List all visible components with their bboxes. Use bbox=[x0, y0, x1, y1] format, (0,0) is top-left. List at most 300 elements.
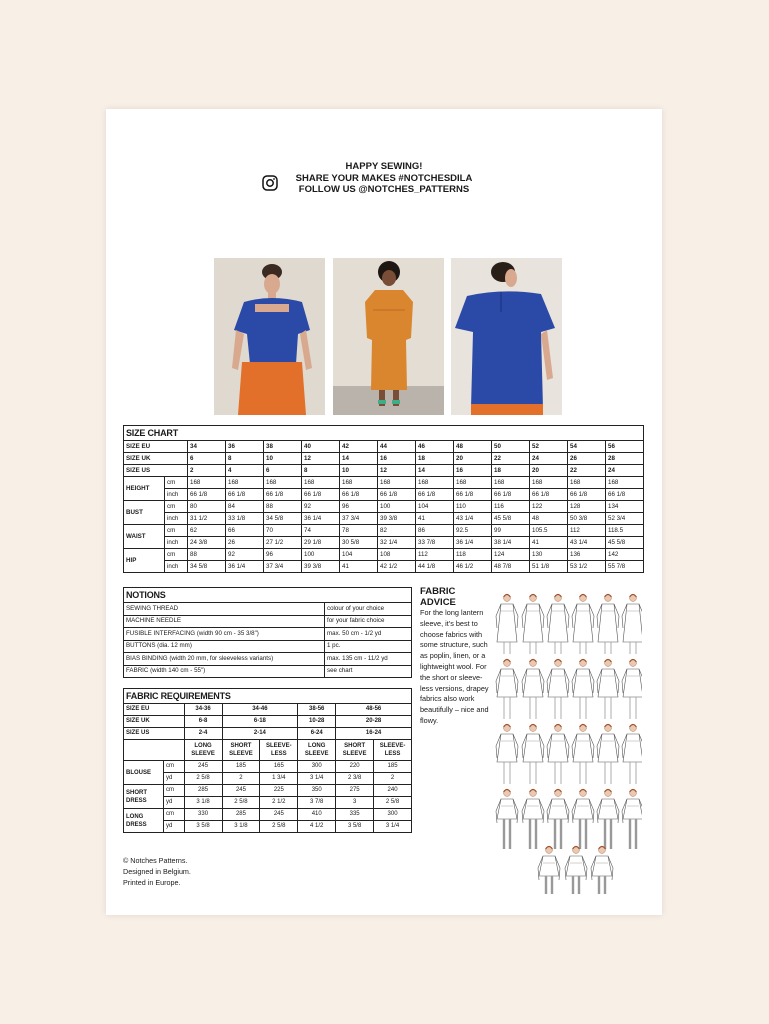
size-chart-unit: inch bbox=[165, 537, 188, 549]
size-chart-cell: 31 1/2 bbox=[188, 513, 226, 525]
garment-figure-illustration bbox=[565, 847, 587, 895]
fabric-size-row bbox=[124, 728, 412, 740]
fabric-size-range: 38-56 bbox=[298, 704, 336, 716]
fabric-cell: 3 1/8 bbox=[184, 797, 222, 809]
size-chart-cell: 16 bbox=[454, 465, 492, 477]
fabric-cell: 335 bbox=[336, 809, 374, 821]
fabric-header-blank bbox=[124, 740, 185, 761]
size-chart-cell: 37 3/4 bbox=[264, 561, 302, 573]
size-chart-cell: 6 bbox=[264, 465, 302, 477]
size-chart-row bbox=[124, 537, 644, 549]
size-chart-cell: 66 1/8 bbox=[226, 489, 264, 501]
header bbox=[106, 161, 662, 196]
size-chart-cell: 118.5 bbox=[606, 525, 644, 537]
size-chart-cell: 104 bbox=[340, 549, 378, 561]
size-chart-cell: 55 7/8 bbox=[606, 561, 644, 573]
fabric-size-range: 10-28 bbox=[298, 716, 336, 728]
garment-figure-illustration bbox=[547, 595, 569, 655]
fabric-cell: 2 bbox=[374, 773, 412, 785]
size-chart-cell: 27 1/2 bbox=[264, 537, 302, 549]
garment-figure-illustration bbox=[522, 790, 544, 850]
size-chart-cell: 52 3/4 bbox=[606, 513, 644, 525]
size-chart-row bbox=[124, 465, 644, 477]
fabric-cell: 2 5/8 bbox=[260, 821, 298, 833]
fabric-size-range: 34-36 bbox=[184, 704, 222, 716]
size-chart-cell: 6 bbox=[188, 453, 226, 465]
size-chart-cell: 26 bbox=[568, 453, 606, 465]
fabric-cell: 275 bbox=[336, 785, 374, 797]
size-chart-cell: 41 bbox=[416, 513, 454, 525]
garment-figure-illustration bbox=[496, 790, 518, 850]
size-chart-cell: 92 bbox=[226, 549, 264, 561]
fabric-cell: 4 1/2 bbox=[298, 821, 336, 833]
size-chart-row bbox=[124, 549, 644, 561]
size-chart-cell: 168 bbox=[454, 477, 492, 489]
size-chart-cell: 42 bbox=[340, 441, 378, 453]
garment-figure-illustration bbox=[597, 725, 619, 785]
garment-figure-illustration bbox=[547, 660, 569, 720]
size-chart-cell: 36 1/4 bbox=[454, 537, 492, 549]
fabric-cell: 1 3/4 bbox=[260, 773, 298, 785]
size-chart-cell: 99 bbox=[492, 525, 530, 537]
fabric-row-cm bbox=[124, 761, 412, 773]
fabric-size-range: 48-56 bbox=[336, 704, 412, 716]
size-chart-cell: 168 bbox=[264, 477, 302, 489]
fabric-cell: 220 bbox=[336, 761, 374, 773]
garment-figure-illustration bbox=[572, 595, 594, 655]
garment-figure-illustration bbox=[622, 660, 642, 720]
fabric-advice-title-1: FABRIC bbox=[420, 586, 456, 597]
fabric-column-header-row bbox=[124, 740, 412, 761]
fabric-row-yd bbox=[124, 797, 412, 809]
fabric-size-range: 6-8 bbox=[184, 716, 222, 728]
size-chart-cell: 74 bbox=[302, 525, 340, 537]
size-chart-row bbox=[124, 513, 644, 525]
fabric-cell: 2 5/8 bbox=[222, 797, 260, 809]
fabric-column-header: SLEEVE-LESS bbox=[260, 740, 298, 761]
size-chart-row-label: BUST bbox=[124, 501, 165, 525]
size-chart-title: SIZE CHART bbox=[124, 426, 644, 441]
size-chart-cell: 43 1/4 bbox=[454, 513, 492, 525]
size-chart-cell: 44 1/8 bbox=[416, 561, 454, 573]
size-chart-row bbox=[124, 561, 644, 573]
size-chart-cell: 105.5 bbox=[530, 525, 568, 537]
size-chart-cell: 92.5 bbox=[454, 525, 492, 537]
size-chart-cell: 33 1/8 bbox=[226, 513, 264, 525]
size-chart-cell: 52 bbox=[530, 441, 568, 453]
size-chart-cell: 108 bbox=[378, 549, 416, 561]
size-chart-cell: 20 bbox=[530, 465, 568, 477]
size-chart-cell: 66 1/8 bbox=[454, 489, 492, 501]
footer-designed-in: Designed in Belgium. bbox=[123, 867, 191, 876]
size-chart-cell: 66 1/8 bbox=[302, 489, 340, 501]
size-chart-cell: 53 1/2 bbox=[568, 561, 606, 573]
size-chart-cell: 42 1/2 bbox=[378, 561, 416, 573]
garment-figure-illustration bbox=[597, 595, 619, 655]
size-chart-cell: 50 3/8 bbox=[568, 513, 606, 525]
size-chart-row bbox=[124, 441, 644, 453]
size-chart-row-label: HIP bbox=[124, 549, 165, 573]
size-chart-cell: 70 bbox=[264, 525, 302, 537]
fabric-row-yd bbox=[124, 773, 412, 785]
fabric-unit-yd: yd bbox=[164, 821, 185, 833]
fabric-row-cm bbox=[124, 809, 412, 821]
notions-title: NOTIONS bbox=[124, 588, 412, 603]
size-chart-unit: cm bbox=[165, 549, 188, 561]
size-chart-cell: 66 1/8 bbox=[340, 489, 378, 501]
size-chart-cell: 22 bbox=[492, 453, 530, 465]
size-chart-cell: 168 bbox=[302, 477, 340, 489]
fabric-garment-label: BLOUSE bbox=[124, 761, 164, 785]
fabric-column-header: SLEEVE-LESS bbox=[374, 740, 412, 761]
notions-item: SEWING THREAD bbox=[124, 603, 325, 616]
instagram-icon bbox=[262, 175, 278, 191]
notions-item: MACHINE NEEDLE bbox=[124, 615, 325, 628]
notions-value: 1 pc. bbox=[325, 640, 412, 653]
size-chart-cell: 142 bbox=[606, 549, 644, 561]
size-chart-cell: 34 5/8 bbox=[264, 513, 302, 525]
size-chart-table bbox=[123, 425, 644, 573]
garment-figure-illustration bbox=[496, 660, 518, 720]
fabric-unit-yd: yd bbox=[164, 797, 185, 809]
size-chart-cell: 45 5/8 bbox=[606, 537, 644, 549]
fabric-column-header: SHORT SLEEVE bbox=[222, 740, 260, 761]
size-chart-cell: 66 1/8 bbox=[264, 489, 302, 501]
size-chart-cell: 28 bbox=[606, 453, 644, 465]
size-chart-cell: 66 1/8 bbox=[530, 489, 568, 501]
size-chart-cell: 66 1/8 bbox=[188, 489, 226, 501]
fabric-cell: 3 bbox=[336, 797, 374, 809]
size-chart-cell: 88 bbox=[188, 549, 226, 561]
fabric-advice bbox=[420, 586, 490, 727]
fabric-unit-cm: cm bbox=[164, 785, 185, 797]
size-chart-cell: 136 bbox=[568, 549, 606, 561]
size-chart-cell: 84 bbox=[226, 501, 264, 513]
fabric-cell: 300 bbox=[298, 761, 336, 773]
size-chart-cell: 96 bbox=[340, 501, 378, 513]
fabric-cell: 300 bbox=[374, 809, 412, 821]
notions-value: see chart bbox=[325, 665, 412, 678]
fabric-size-label: SIZE US bbox=[124, 728, 185, 740]
size-chart-cell: 24 3/8 bbox=[188, 537, 226, 549]
size-chart-cell: 112 bbox=[568, 525, 606, 537]
size-chart-cell: 20 bbox=[454, 453, 492, 465]
garment-figure-illustration bbox=[547, 790, 569, 850]
fabric-cell: 225 bbox=[260, 785, 298, 797]
size-chart-cell: 104 bbox=[416, 501, 454, 513]
fabric-size-label: SIZE UK bbox=[124, 716, 185, 728]
size-chart-cell: 40 bbox=[302, 441, 340, 453]
footer bbox=[123, 855, 191, 888]
fabric-advice-text: For the long lantern sleeve, it's best to choose fabrics with some structure, such as poplin, linen, or a lightweight wool. For the short or sleeve-less versions, drapey fabrics also work beautifully – nice and flowy. bbox=[420, 608, 489, 725]
size-chart-unit: cm bbox=[165, 501, 188, 513]
size-chart-cell: 24 bbox=[530, 453, 568, 465]
size-chart-cell: 80 bbox=[188, 501, 226, 513]
garment-figure-illustration bbox=[591, 847, 613, 895]
photo-blue-blouse-front bbox=[214, 258, 325, 415]
fabric-garment-label: SHORT DRESS bbox=[124, 785, 164, 809]
fabric-cell: 285 bbox=[184, 785, 222, 797]
size-chart-cell: 33 7/8 bbox=[416, 537, 454, 549]
size-chart-cell: 16 bbox=[378, 453, 416, 465]
size-chart-cell: 46 bbox=[416, 441, 454, 453]
size-chart-cell: 51 1/8 bbox=[530, 561, 568, 573]
fabric-cell: 2 5/8 bbox=[374, 797, 412, 809]
size-chart-cell: 48 bbox=[530, 513, 568, 525]
size-chart-cell: 18 bbox=[416, 453, 454, 465]
size-chart-cell: 44 bbox=[378, 441, 416, 453]
size-chart-cell: 62 bbox=[188, 525, 226, 537]
fabric-cell: 330 bbox=[184, 809, 222, 821]
size-chart-cell: 88 bbox=[264, 501, 302, 513]
size-chart-row bbox=[124, 501, 644, 513]
garment-figure-illustration bbox=[496, 725, 518, 785]
fabric-cell: 3 1/4 bbox=[298, 773, 336, 785]
size-chart-cell: 8 bbox=[226, 453, 264, 465]
size-chart-cell: 100 bbox=[302, 549, 340, 561]
size-chart-unit: cm bbox=[165, 477, 188, 489]
size-chart-cell: 122 bbox=[530, 501, 568, 513]
size-chart-cell: 168 bbox=[416, 477, 454, 489]
size-chart-cell: 96 bbox=[264, 549, 302, 561]
photo-ochre-long-dress bbox=[333, 258, 444, 415]
notions-row bbox=[124, 653, 412, 666]
fabric-size-range: 2-14 bbox=[222, 728, 298, 740]
size-chart-cell: 36 1/4 bbox=[226, 561, 264, 573]
notions-value: colour of your choice bbox=[325, 603, 412, 616]
size-chart-cell: 168 bbox=[568, 477, 606, 489]
size-chart-cell: 18 bbox=[492, 465, 530, 477]
notions-item: BUTTONS (dia. 12 mm) bbox=[124, 640, 325, 653]
fabric-cell: 245 bbox=[260, 809, 298, 821]
size-chart-unit: inch bbox=[165, 561, 188, 573]
size-chart-cell: 24 bbox=[606, 465, 644, 477]
fabric-cell: 165 bbox=[260, 761, 298, 773]
size-chart-cell: 45 5/8 bbox=[492, 513, 530, 525]
size-chart-cell: 34 5/8 bbox=[188, 561, 226, 573]
header-follow-us: FOLLOW US @NOTCHES_PATTERNS bbox=[298, 184, 470, 195]
size-chart-cell: 36 1/4 bbox=[302, 513, 340, 525]
size-chart-cell: 34 bbox=[188, 441, 226, 453]
fabric-garment-label: LONG DRESS bbox=[124, 809, 164, 833]
size-chart-cell: 168 bbox=[340, 477, 378, 489]
size-chart-cell: 92 bbox=[302, 501, 340, 513]
size-chart-cell: 32 1/4 bbox=[378, 537, 416, 549]
size-chart-cell: 168 bbox=[226, 477, 264, 489]
size-chart-cell: 116 bbox=[492, 501, 530, 513]
size-chart-cell: 38 1/4 bbox=[492, 537, 530, 549]
size-chart-cell: 43 1/4 bbox=[568, 537, 606, 549]
size-chart-unit: inch bbox=[165, 489, 188, 501]
header-share-makes: SHARE YOUR MAKES #NOTCHESDILA bbox=[295, 172, 473, 184]
fabric-size-range: 2-4 bbox=[184, 728, 222, 740]
fabric-unit-yd: yd bbox=[164, 773, 185, 785]
size-chart-cell: 128 bbox=[568, 501, 606, 513]
notions-table bbox=[123, 587, 412, 678]
fabric-row-cm bbox=[124, 785, 412, 797]
size-chart-row-label: SIZE US bbox=[124, 465, 188, 477]
fabric-requirements-table bbox=[123, 688, 412, 833]
fabric-cell: 185 bbox=[222, 761, 260, 773]
garment-figure-illustration bbox=[538, 847, 560, 895]
size-chart-row-label: HEIGHT bbox=[124, 477, 165, 501]
size-chart-cell: 12 bbox=[302, 453, 340, 465]
size-chart-cell: 66 1/8 bbox=[606, 489, 644, 501]
garment-figure-illustration bbox=[496, 595, 518, 655]
garment-figure-illustration bbox=[622, 595, 642, 655]
header-happy-sewing: HAPPY SEWING! bbox=[345, 161, 423, 172]
size-chart-cell: 10 bbox=[340, 465, 378, 477]
notions-row bbox=[124, 640, 412, 653]
fabric-column-header: LONG SLEEVE bbox=[298, 740, 336, 761]
garment-figure-illustration bbox=[522, 725, 544, 785]
size-chart-cell: 8 bbox=[302, 465, 340, 477]
fabric-unit-cm: cm bbox=[164, 761, 185, 773]
fabric-unit-cm: cm bbox=[164, 809, 185, 821]
fabric-size-label: SIZE EU bbox=[124, 704, 185, 716]
fabric-cell: 2 1/2 bbox=[260, 797, 298, 809]
garment-figure-illustration bbox=[572, 725, 594, 785]
size-chart-cell: 66 1/8 bbox=[378, 489, 416, 501]
size-chart-cell: 22 bbox=[568, 465, 606, 477]
size-chart-cell: 130 bbox=[530, 549, 568, 561]
fabric-size-range: 34-46 bbox=[222, 704, 298, 716]
garment-figure-illustration bbox=[522, 660, 544, 720]
size-chart-cell: 39 3/8 bbox=[302, 561, 340, 573]
size-chart-cell: 56 bbox=[606, 441, 644, 453]
size-chart-cell: 41 bbox=[340, 561, 378, 573]
garment-figure-illustration bbox=[622, 725, 642, 785]
garment-figure-illustration bbox=[522, 595, 544, 655]
size-chart-cell: 168 bbox=[188, 477, 226, 489]
size-chart-cell: 48 7/8 bbox=[492, 561, 530, 573]
size-chart-cell: 4 bbox=[226, 465, 264, 477]
size-chart-cell: 36 bbox=[226, 441, 264, 453]
notions-item: BIAS BINDING (width 20 mm, for sleeveless variants) bbox=[124, 653, 325, 666]
size-chart-cell: 39 3/8 bbox=[378, 513, 416, 525]
size-chart-cell: 46 1/2 bbox=[454, 561, 492, 573]
size-chart-cell: 37 3/4 bbox=[340, 513, 378, 525]
size-chart-cell: 66 1/8 bbox=[492, 489, 530, 501]
pattern-instruction-sheet bbox=[106, 109, 662, 915]
size-chart-cell: 29 1/8 bbox=[302, 537, 340, 549]
fabric-size-range: 16-24 bbox=[336, 728, 412, 740]
fabric-cell: 240 bbox=[374, 785, 412, 797]
photo-blue-blouse-back bbox=[451, 258, 562, 415]
fabric-size-range: 6-18 bbox=[222, 716, 298, 728]
notions-value: max. 50 cm - 1/2 yd bbox=[325, 628, 412, 641]
size-chart-row-label: SIZE EU bbox=[124, 441, 188, 453]
size-chart-row bbox=[124, 453, 644, 465]
size-chart-cell: 66 bbox=[226, 525, 264, 537]
fabric-cell: 245 bbox=[184, 761, 222, 773]
fabric-cell: 3 5/8 bbox=[184, 821, 222, 833]
size-chart-cell: 124 bbox=[492, 549, 530, 561]
size-chart-cell: 66 1/8 bbox=[568, 489, 606, 501]
size-chart-row-label: WAIST bbox=[124, 525, 165, 549]
size-chart-cell: 78 bbox=[340, 525, 378, 537]
fabric-cell: 185 bbox=[374, 761, 412, 773]
notions-row bbox=[124, 628, 412, 641]
notions-row bbox=[124, 665, 412, 678]
size-chart-cell: 110 bbox=[454, 501, 492, 513]
notions-value: max. 135 cm - 11/2 yd bbox=[325, 653, 412, 666]
size-chart-cell: 12 bbox=[378, 465, 416, 477]
size-chart-cell: 112 bbox=[416, 549, 454, 561]
notions-item: FABRIC (width 140 cm - 55") bbox=[124, 665, 325, 678]
size-chart-cell: 14 bbox=[340, 453, 378, 465]
size-chart-cell: 168 bbox=[378, 477, 416, 489]
size-chart-cell: 50 bbox=[492, 441, 530, 453]
notions-row bbox=[124, 615, 412, 628]
size-chart-cell: 118 bbox=[454, 549, 492, 561]
fabric-cell: 2 5/8 bbox=[184, 773, 222, 785]
fabric-size-range: 20-28 bbox=[336, 716, 412, 728]
fabric-column-header: SHORT SLEEVE bbox=[336, 740, 374, 761]
fabric-size-row bbox=[124, 704, 412, 716]
size-chart-cell: 48 bbox=[454, 441, 492, 453]
size-chart-row bbox=[124, 489, 644, 501]
size-chart-cell: 2 bbox=[188, 465, 226, 477]
fabric-cell: 245 bbox=[222, 785, 260, 797]
size-chart-cell: 168 bbox=[492, 477, 530, 489]
garment-figure-illustration bbox=[597, 790, 619, 850]
garment-figure-illustration bbox=[597, 660, 619, 720]
fabric-cell: 3 7/8 bbox=[298, 797, 336, 809]
size-chart-cell: 168 bbox=[606, 477, 644, 489]
footer-copyright: © Notches Patterns. bbox=[123, 856, 188, 865]
fabric-cell: 410 bbox=[298, 809, 336, 821]
size-chart-cell: 30 5/8 bbox=[340, 537, 378, 549]
footer-printed-in: Printed in Europe. bbox=[123, 878, 181, 887]
size-chart-row bbox=[124, 525, 644, 537]
size-chart-cell: 54 bbox=[568, 441, 606, 453]
garment-figure-illustration bbox=[572, 790, 594, 850]
notions-value: for your fabric choice bbox=[325, 615, 412, 628]
size-chart-cell: 41 bbox=[530, 537, 568, 549]
fabric-cell: 3 1/8 bbox=[222, 821, 260, 833]
fabric-size-range: 6-24 bbox=[298, 728, 336, 740]
fabric-row-yd bbox=[124, 821, 412, 833]
fabric-cell: 2 bbox=[222, 773, 260, 785]
size-chart-cell: 86 bbox=[416, 525, 454, 537]
garment-figure-illustration bbox=[572, 660, 594, 720]
size-chart-cell: 134 bbox=[606, 501, 644, 513]
garment-figure-illustration bbox=[622, 790, 642, 850]
fabric-cell: 3 5/8 bbox=[336, 821, 374, 833]
size-chart-cell: 14 bbox=[416, 465, 454, 477]
size-chart-cell: 26 bbox=[226, 537, 264, 549]
size-chart-row-label: SIZE UK bbox=[124, 453, 188, 465]
fabric-requirements-title: FABRIC REQUIREMENTS bbox=[124, 689, 412, 704]
fabric-column-header: LONG SLEEVE bbox=[184, 740, 222, 761]
notions-item: FUSIBLE INTERFACING (width 90 cm - 35 3/8") bbox=[124, 628, 325, 641]
garment-variation-illustrations bbox=[494, 584, 642, 894]
size-chart-cell: 38 bbox=[264, 441, 302, 453]
fabric-size-row bbox=[124, 716, 412, 728]
fabric-cell: 285 bbox=[222, 809, 260, 821]
size-chart-cell: 10 bbox=[264, 453, 302, 465]
fabric-cell: 350 bbox=[298, 785, 336, 797]
fabric-advice-title-2: ADVICE bbox=[420, 597, 456, 608]
size-chart-unit: inch bbox=[165, 513, 188, 525]
size-chart-unit: cm bbox=[165, 525, 188, 537]
size-chart-cell: 168 bbox=[530, 477, 568, 489]
size-chart-row bbox=[124, 477, 644, 489]
fabric-cell: 2 3/8 bbox=[336, 773, 374, 785]
size-chart-cell: 82 bbox=[378, 525, 416, 537]
fabric-cell: 3 1/4 bbox=[374, 821, 412, 833]
